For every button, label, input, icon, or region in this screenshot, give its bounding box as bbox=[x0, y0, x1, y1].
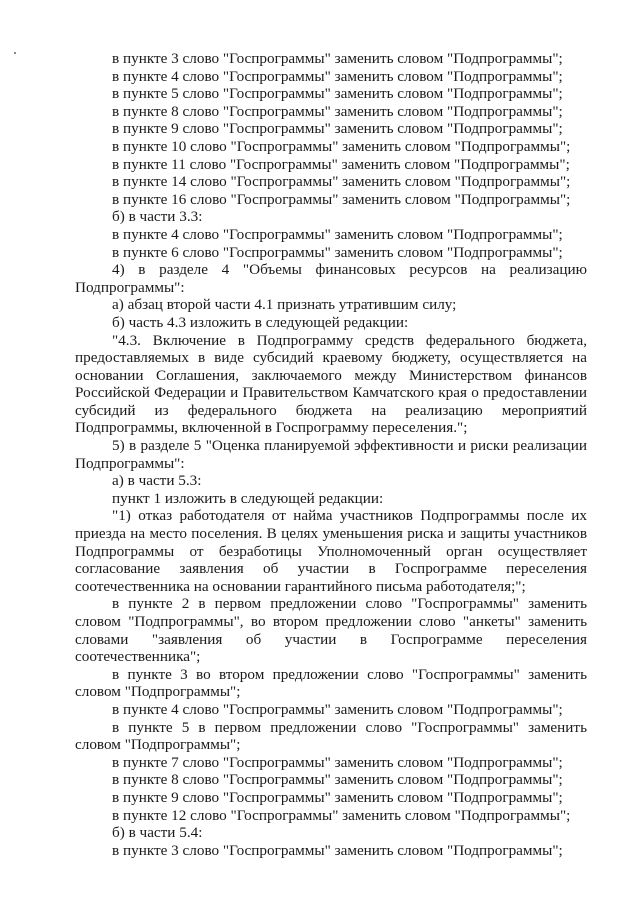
section-4-paragraph: 4) в разделе 4 "Объемы финансовых ресурсов на реализацию Подпрограммы": bbox=[75, 261, 587, 296]
amendment-line: в пункте 8 слово "Госпрограммы" заменить словом "Подпрограммы"; bbox=[112, 771, 563, 789]
amendment-line: пункт 1 изложить в следующей редакции: bbox=[112, 489, 384, 507]
document-body bbox=[75, 50, 587, 859]
amendment-line: в пункте 6 слово "Госпрограммы" заменить словом "Подпрограммы"; bbox=[112, 243, 563, 261]
amendment-paragraph-p5: в пункте 5 в первом предложении слово "Госпрограммы" заменить словом "Подпрограммы"; bbox=[75, 718, 587, 754]
amendment-line: в пункте 4 слово "Госпрограммы" заменить словом "Подпрограммы"; bbox=[112, 225, 563, 243]
amendment-line: в пункте 14 слово "Госпрограммы" заменить словом "Подпрограммы"; bbox=[112, 173, 571, 191]
amendment-line: в пункте 3 слово "Госпрограммы" заменить словом "Подпрограммы"; bbox=[112, 50, 563, 67]
subsection-heading: б) в части 3.3: bbox=[112, 208, 203, 226]
amendment-line: б) часть 4.3 изложить в следующей редакции: bbox=[112, 313, 409, 331]
amendment-line: в пункте 11 слово "Госпрограммы" заменить словом "Подпрограммы"; bbox=[112, 155, 570, 173]
amendment-line: в пункте 9 слово "Госпрограммы" заменить словом "Подпрограммы"; bbox=[112, 120, 563, 138]
amendment-line: в пункте 7 слово "Госпрограммы" заменить словом "Подпрограммы"; bbox=[112, 753, 563, 771]
amendment-line: в пункте 8 слово "Госпрограммы" заменить словом "Подпрограммы"; bbox=[112, 102, 563, 120]
amendment-line: в пункте 10 слово "Госпрограммы" заменить словом "Подпрограммы"; bbox=[112, 137, 571, 155]
subsection-heading: б) в части 5.4: bbox=[112, 824, 203, 842]
amendment-paragraph-p2: в пункте 2 в первом предложении слово "Госпрограммы" заменить словом "Подпрограммы", во втором предложении слово "анкеты" заменить словами "заявления об участии в Госпрограмме переселения соотечественника"; bbox=[75, 595, 587, 666]
quoted-clause-1: "1) отказ работодателя от найма участников Подпрограммы после их приезда на место поселения. В целях уменьшения риска и защиты участников Подпрограммы от безработицы Уполномоченный орган осуществляет согласование заявления об участии в Госпрограмме переселения соотечественника на основании гарантийного письма работодателя;"; bbox=[75, 507, 587, 595]
scan-speck bbox=[14, 52, 16, 54]
amendment-line: в пункте 4 слово "Госпрограммы" заменить словом "Подпрограммы"; bbox=[112, 67, 563, 85]
amendment-line: в пункте 12 слово "Госпрограммы" заменить словом "Подпрограммы"; bbox=[112, 806, 571, 824]
amendment-line: в пункте 3 слово "Госпрограммы" заменить словом "Подпрограммы"; bbox=[112, 841, 563, 859]
amendment-line: в пункте 16 слово "Госпрограммы" заменить словом "Подпрограммы"; bbox=[112, 190, 571, 208]
quoted-clause-4-3: "4.3. Включение в Подпрограмму средств федерального бюджета, предоставляемых в виде субсидий краевому бюджету, осуществляется на основании Соглашения, заключаемого между Министерством финансов Российской Федерации и Правительством Камчатского края о предоставлении субсидий из федерального бюджета на реализацию мероприятий Подпрограммы, включенной в Госпрограмму переселения."; bbox=[75, 331, 587, 437]
amendment-line: а) абзац второй части 4.1 признать утратившим силу; bbox=[112, 296, 457, 314]
subsection-heading: а) в части 5.3: bbox=[112, 472, 202, 490]
amendment-line: в пункте 5 слово "Госпрограммы" заменить словом "Подпрограммы"; bbox=[112, 85, 563, 103]
amendment-line: в пункте 4 слово "Госпрограммы" заменить словом "Подпрограммы"; bbox=[112, 700, 563, 718]
section-5-paragraph: 5) в разделе 5 "Оценка планируемой эффективности и риски реализации Подпрограммы": bbox=[75, 437, 587, 472]
amendment-line: в пункте 9 слово "Госпрограммы" заменить словом "Подпрограммы"; bbox=[112, 788, 563, 806]
amendment-paragraph-p3: в пункте 3 во втором предложении слово "Госпрограммы" заменить словом "Подпрограммы"; bbox=[75, 665, 587, 701]
